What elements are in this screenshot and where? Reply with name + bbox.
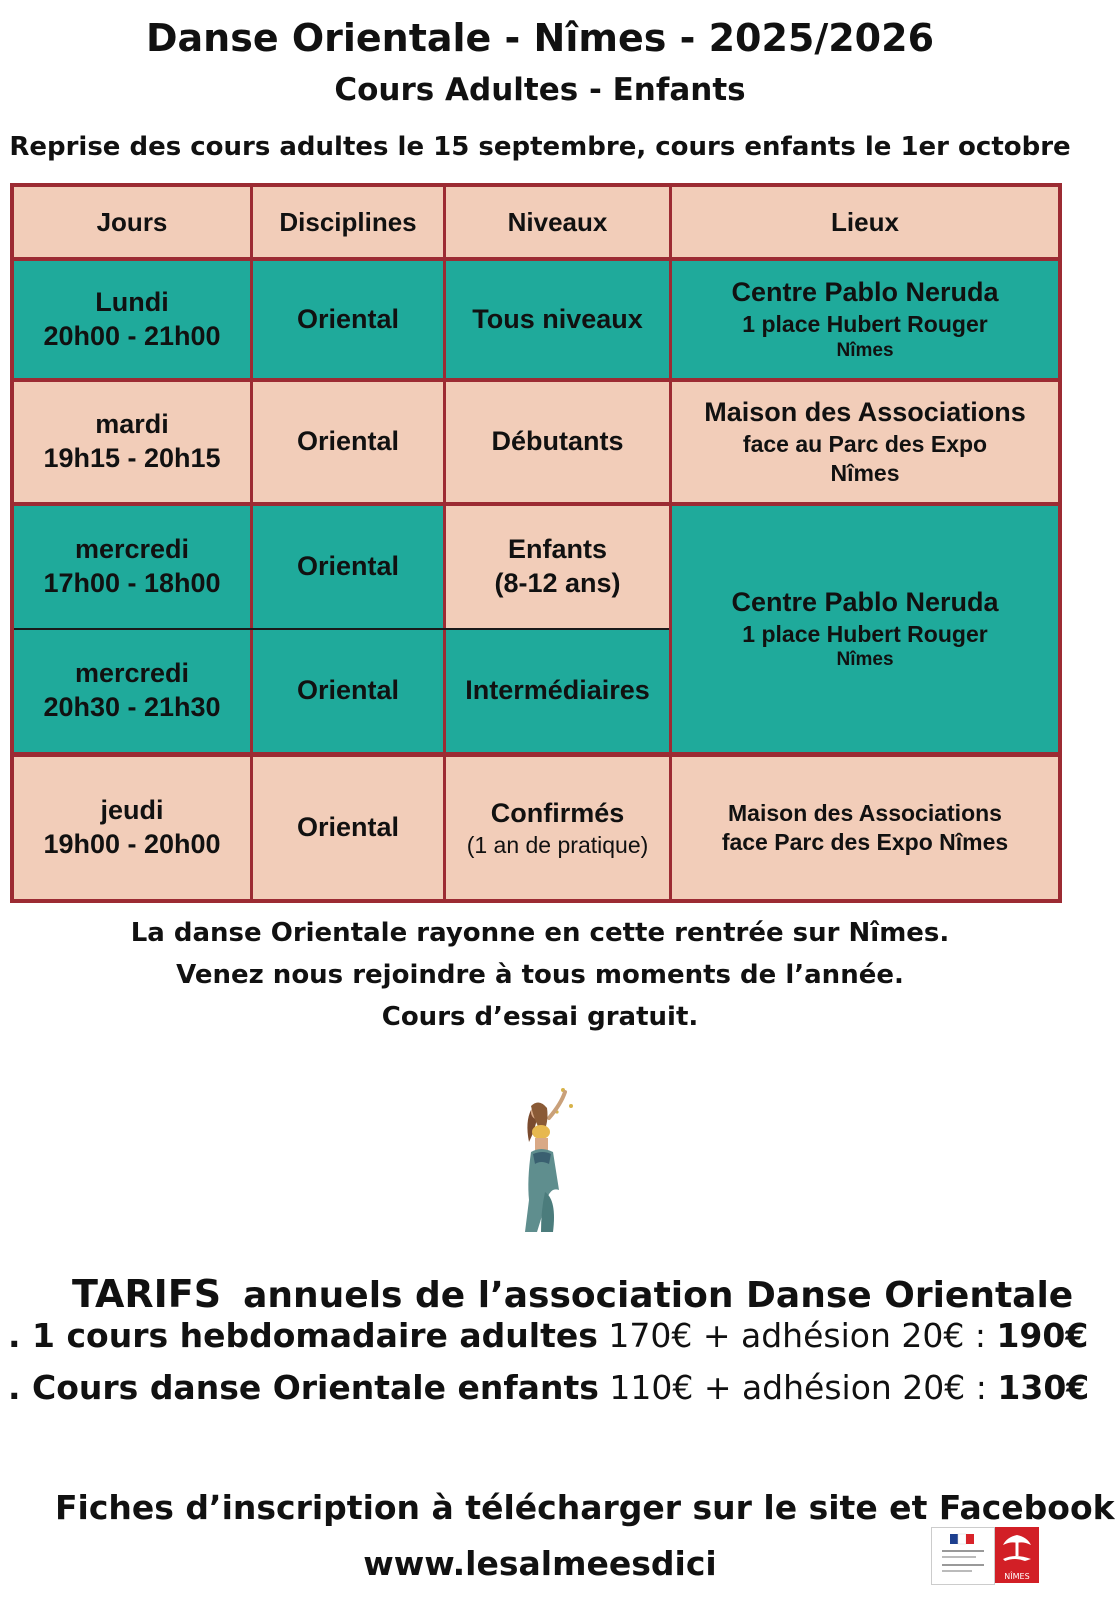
row-jeudi-discipline: Oriental: [253, 757, 443, 899]
row-jeudi-day-cell: [14, 757, 250, 899]
row-mardi-discipline: Oriental: [253, 382, 443, 502]
row-divider: [14, 628, 669, 630]
tarifs-label: TARIFS: [72, 1272, 222, 1316]
tarif-detail: 170€ + adhésion 20€ :: [597, 1316, 997, 1355]
row-mardi-day-cell: [14, 382, 250, 502]
day-label: mercredi: [74, 534, 190, 565]
tarif-total: 190€: [996, 1316, 1089, 1355]
time-label: 20h30 - 21h30: [43, 692, 221, 722]
row-mercredi-1-niveau: [446, 506, 669, 628]
page-subtitle: Cours Adultes - Enfants: [334, 72, 746, 108]
header-lieux: Lieux: [672, 187, 1058, 257]
row-lundi-niveau: Tous niveaux: [446, 261, 669, 378]
lieu-name: Centre Pablo Neruda: [731, 586, 999, 617]
day-label: Lundi: [95, 286, 169, 317]
row-mardi-lieu: [672, 382, 1058, 502]
niveau-label: Enfants: [507, 534, 607, 565]
dancer-illustration: [505, 1082, 585, 1237]
niveau-note: (1 an de pratique): [466, 831, 649, 858]
tarif-label: . 1 cours hebdomadaire adultes: [8, 1316, 598, 1355]
row-jeudi-lieu: [672, 757, 1058, 899]
tarif-detail: 110€ + adhésion 20€ :: [598, 1368, 998, 1407]
row-mercredi-2-discipline: Oriental: [253, 630, 443, 752]
message-line-3: Cours d’essai gratuit.: [381, 1002, 699, 1032]
tarifs-title: [72, 1272, 1073, 1316]
reprise-notice: Reprise des cours adultes le 15 septembre, cours enfants le 1er octobre: [9, 132, 1071, 162]
lieu-name: Maison des Associations: [728, 800, 1002, 827]
crocodile-palm-icon: [995, 1527, 1039, 1571]
row-mercredi-2-niveau: Intermédiaires: [446, 630, 669, 752]
header-niveaux: Niveaux: [446, 187, 669, 257]
inscription-notice: Fiches d’inscription à télécharger sur le site et Facebook: [55, 1488, 1115, 1527]
tarif-total: 130€: [997, 1368, 1090, 1407]
tarifs-subtitle: annuels de l’association Danse Orientale: [243, 1275, 1074, 1316]
time-label: 19h15 - 20h15: [43, 443, 221, 473]
row-mercredi-1-day-cell: [14, 506, 250, 628]
row-jeudi-niveau: [446, 757, 669, 899]
day-label: mardi: [95, 409, 169, 440]
row-mercredi-lieu: [672, 506, 1058, 752]
lieu-address: face au Parc des Expo: [742, 431, 988, 458]
time-label: 20h00 - 21h00: [43, 320, 221, 351]
lieu-city: Nîmes: [836, 649, 894, 671]
lieu-city: Nîmes: [830, 459, 900, 486]
lieu-address: face Parc des Expo Nîmes: [721, 829, 1009, 855]
row-lundi-day-cell: [14, 261, 250, 378]
lieu-city: Nîmes: [836, 339, 894, 361]
lieu-name: Maison des Associations: [704, 397, 1026, 428]
republique-francaise-logo: [931, 1527, 995, 1585]
tarif-label: . Cours danse Orientale enfants: [8, 1368, 599, 1407]
row-mercredi-1-discipline: Oriental: [253, 506, 443, 628]
message-line-2: Venez nous rejoindre à tous moments de l’année.: [176, 960, 904, 990]
nimes-logo-text: NÎMES: [1004, 1572, 1030, 1581]
row-lundi-lieu: [672, 261, 1058, 378]
row-mardi-niveau: Débutants: [446, 382, 669, 502]
tarif-line-enfants: [8, 1368, 1089, 1407]
website-link[interactable]: www.lesalmeesdici: [363, 1544, 717, 1583]
row-mercredi-2-day-cell: [14, 630, 250, 752]
niveau-label: Confirmés: [490, 797, 625, 828]
page-title: Danse Orientale - Nîmes - 2025/2026: [145, 16, 935, 60]
day-label: mercredi: [74, 658, 190, 689]
message-line-1: La danse Orientale rayonne en cette rentrée sur Nîmes.: [130, 918, 950, 948]
niveau-age: (8-12 ans): [494, 568, 621, 598]
lieu-address: 1 place Hubert Rouger: [742, 620, 988, 647]
schedule-table: [10, 183, 1062, 903]
time-label: 17h00 - 18h00: [43, 568, 221, 598]
tarif-line-adultes: [8, 1316, 1088, 1355]
row-lundi-discipline: Oriental: [253, 261, 443, 378]
lieu-address: 1 place Hubert Rouger: [742, 311, 988, 338]
header-jours: Jours: [14, 187, 250, 257]
lieu-name: Centre Pablo Neruda: [731, 277, 999, 308]
time-label: 19h00 - 20h00: [43, 829, 221, 859]
nimes-logo: [995, 1527, 1039, 1583]
day-label: jeudi: [100, 795, 164, 826]
header-disciplines: Disciplines: [253, 187, 443, 257]
